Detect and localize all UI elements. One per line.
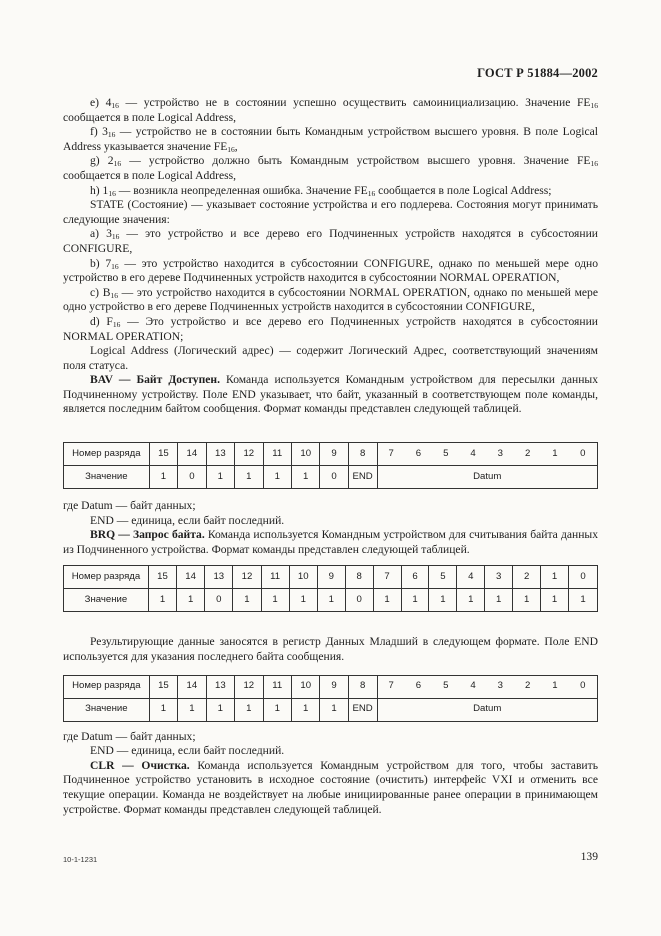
paragraph-where-datum: где Datum — байт данных; <box>63 499 196 513</box>
bit-cell: 0 <box>568 566 597 589</box>
value-cell: 1 <box>373 589 401 612</box>
bit-cell: 0 <box>569 675 598 698</box>
paragraph-f: f) $3_{16}$ — устройство не в состоянии быть Командным устройством высшего уровня. В поле Logical Address указывается значение $FE_{16}$, <box>63 125 598 154</box>
value-cell: 1 <box>429 589 457 612</box>
bit-cell: 10 <box>291 443 319 466</box>
bit-cell: 12 <box>235 443 263 466</box>
value-cell: 1 <box>568 589 597 612</box>
paragraph-g: g) $2_{16}$ — устройство должно быть Командным устройством высшего уровня. Значение $FE_{16}$ сообщается в поле Logical Address, <box>63 154 599 182</box>
value-cell: 1 <box>289 589 317 612</box>
paragraph-state: STATE (Состояние) — указывает состояние устройства и его подлерева. Состояния могут принимать следующие значения: <box>63 198 598 226</box>
value-cell: 1 <box>263 698 291 721</box>
bit-cell: 10 <box>289 566 317 589</box>
value-cell: 1 <box>541 589 569 612</box>
paragraph-end-definition-2: END — единица, если байт последний. <box>90 744 285 758</box>
bit-cell: 9 <box>320 675 348 698</box>
value-cell: 0 <box>345 589 373 612</box>
bit-cell: 4 <box>459 443 486 466</box>
bit-cell: 9 <box>320 443 348 466</box>
value-cell: 1 <box>513 589 541 612</box>
bit-cell: 2 <box>513 566 541 589</box>
paragraph-where-datum-2: где Datum — байт данных; <box>63 729 196 743</box>
value-cell: 1 <box>457 589 485 612</box>
row-label: Номер разряда <box>64 566 149 589</box>
bit-cell: 1 <box>541 443 568 466</box>
bit-cell: 4 <box>459 675 486 698</box>
datum-cell: Datum <box>377 466 598 489</box>
bit-cell: 2 <box>514 675 541 698</box>
bit-cell: 11 <box>263 675 291 698</box>
bit-cell: 6 <box>401 566 429 589</box>
bit-cell: 13 <box>206 443 234 466</box>
bit-cell: 6 <box>405 675 432 698</box>
bit-number-row <box>64 566 598 589</box>
value-cell: 1 <box>149 466 177 489</box>
value-cell: 1 <box>148 589 176 612</box>
value-cell: 1 <box>177 589 205 612</box>
bit-cell: 14 <box>178 675 206 698</box>
data-low-register-table <box>63 675 598 722</box>
paragraph-logical-address: Logical Address (Логический адрес) — содержит Логический Адрес, соответствующий значениям поля статуса. <box>63 344 598 372</box>
value-cell: 1 <box>261 589 289 612</box>
value-row <box>64 589 598 612</box>
bit-cell: 11 <box>263 443 291 466</box>
paragraph-state-c: c) $B_{16}$ — это устройство находится в субсостоянии NORMAL OPERATION, однако по меньшей мере одно устройство в его дереве Подчиненных устройств находится в субсостоянии CONFIGURE, <box>63 285 599 314</box>
value-cell: 1 <box>206 466 234 489</box>
value-cell: 1 <box>178 698 206 721</box>
value-cell: 0 <box>205 589 233 612</box>
bit-number-row <box>64 675 598 698</box>
bav-format-table <box>63 442 598 489</box>
bit-cell: 1 <box>541 675 568 698</box>
row-label: Значение <box>64 589 149 612</box>
paragraph-clr: CLR — Очистка. Команда используется Командным устройством для того, чтобы заставить Подчиненное устройство установить в исходное состояние (очистить) интерфейс VXI и отменить все текущие операции. Команда не воздействует на любые инициированные ранее операции в принимающем устройстве. Формат команды представлен следующей таблицей. <box>63 758 598 816</box>
value-cell: 1 <box>149 698 177 721</box>
page-number: 139 <box>580 850 598 863</box>
bit-cell: 7 <box>373 566 401 589</box>
value-cell: 1 <box>317 589 345 612</box>
bit-number-row <box>64 443 598 466</box>
bit-cell: 10 <box>291 675 319 698</box>
bit-cell: 0 <box>569 443 598 466</box>
paragraph-state-b: b) $7_{16}$ — это устройство находится в субсостоянии CONFIGURE, однако по меньшей мере одно устройство в его дереве Подчиненных устройств находится в субсостоянии NORMAL OPERATION, <box>63 256 598 285</box>
paragraph-brq: BRQ — Запрос байта. Команда используется Командным устройством для считывания байта данных из Подчиненного устройства. Формат команды представлен следующей таблицей. <box>63 528 598 556</box>
paragraph-bav: BAV — Байт Доступен. Команда используется Командным устройством для пересылки данных Подчиненному устройству. Поле END указывает, что байт, указанный в соответствующем поле команды, является последним байтом сообщения. Формат команды представлен следующей таблицей. <box>63 373 598 416</box>
paragraph-h: h) $1_{16}$ — возникла неопределенная ошибка. Значение $FE_{16}$ сообщается в поле Logical Address; <box>90 183 552 198</box>
bit-cell: 5 <box>429 566 457 589</box>
row-label: Значение <box>64 698 150 721</box>
value-row <box>64 466 598 489</box>
bit-cell: 14 <box>177 566 205 589</box>
paragraph-e: e) $4_{16}$ — устройство не в состоянии успешно осуществить самоинициализацию. Значение $FE_{16}$ сообщается в поле Logical Address, <box>63 96 598 124</box>
bit-cell: 4 <box>457 566 485 589</box>
value-cell: 1 <box>206 698 234 721</box>
bit-cell: 13 <box>206 675 234 698</box>
row-label: Номер разряда <box>64 443 150 466</box>
value-cell: 1 <box>291 698 319 721</box>
brq-format-table <box>63 565 598 612</box>
end-cell: END <box>348 698 377 721</box>
bit-cell: 7 <box>377 675 405 698</box>
datum-cell: Datum <box>377 698 598 721</box>
document-header: ГОСТ Р 51884—2002 <box>477 66 598 80</box>
bit-cell: 15 <box>149 675 177 698</box>
bit-cell: 13 <box>205 566 233 589</box>
bit-cell: 1 <box>541 566 569 589</box>
bit-cell: 8 <box>348 675 377 698</box>
bit-cell: 11 <box>261 566 289 589</box>
value-row <box>64 698 598 721</box>
paragraph-state-a: a) $3_{16}$ — это устройство и все дерево его Подчиненных устройств находятся в субсостоянии CONFIGURE, <box>63 227 599 255</box>
bit-cell: 3 <box>487 675 514 698</box>
value-cell: 1 <box>485 589 513 612</box>
paragraph-result: Результирующие данные заносятся в регистр Данных Младший в следующем формате. Поле END используется для указания последнего байта сообщения. <box>63 635 598 664</box>
bit-cell: 5 <box>432 675 459 698</box>
bit-cell: 14 <box>178 443 206 466</box>
bit-cell: 8 <box>345 566 373 589</box>
value-cell: 0 <box>320 466 348 489</box>
bit-cell: 8 <box>348 443 377 466</box>
value-cell: 1 <box>235 698 263 721</box>
value-cell: 1 <box>233 589 261 612</box>
end-cell: END <box>348 466 377 489</box>
print-code: 10-1-1231 <box>63 855 98 864</box>
bit-cell: 3 <box>485 566 513 589</box>
bit-cell: 15 <box>149 443 177 466</box>
value-cell: 0 <box>178 466 206 489</box>
paragraph-end-definition: END — единица, если байт последний. <box>90 513 285 527</box>
bit-cell: 2 <box>514 443 541 466</box>
row-label: Номер разряда <box>64 675 150 698</box>
bit-cell: 15 <box>148 566 176 589</box>
bit-cell: 7 <box>377 443 405 466</box>
value-cell: 1 <box>320 698 348 721</box>
row-label: Значение <box>64 466 150 489</box>
value-cell: 1 <box>291 466 319 489</box>
bit-cell: 6 <box>405 443 432 466</box>
paragraph-state-d: d) $F_{16}$ — Это устройство и все дерево его Подчиненных устройств находятся в субсостоянии NORMAL OPERATION; <box>63 314 598 343</box>
bit-cell: 5 <box>432 443 459 466</box>
page-body <box>63 96 598 817</box>
value-cell: 1 <box>263 466 291 489</box>
value-cell: 1 <box>401 589 429 612</box>
bit-cell: 3 <box>487 443 514 466</box>
bit-cell: 12 <box>233 566 261 589</box>
value-cell: 1 <box>235 466 263 489</box>
bit-cell: 12 <box>235 675 263 698</box>
bit-cell: 9 <box>317 566 345 589</box>
